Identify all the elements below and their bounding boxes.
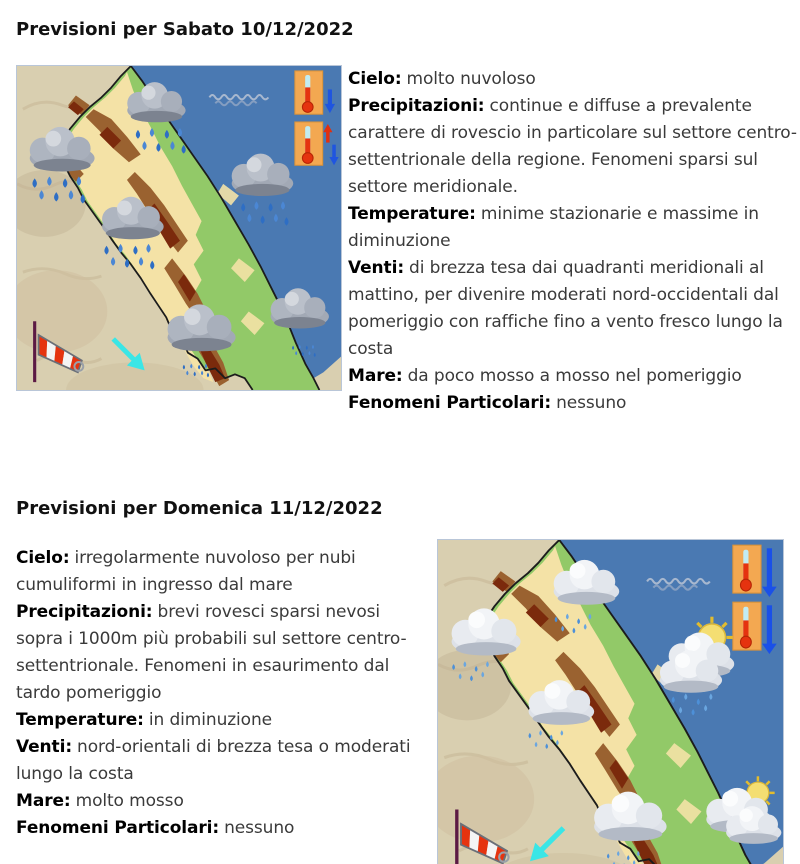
forecast-item-label: Fenomeni Particolari: bbox=[348, 393, 552, 413]
forecast-item-text: in diminuzione bbox=[148, 710, 273, 730]
thermo-down-long-icon bbox=[733, 602, 777, 654]
weather-map-saturday-svg bbox=[17, 66, 341, 390]
forecast-item bbox=[16, 788, 422, 815]
weather-map-sunday bbox=[437, 539, 784, 864]
forecast-item-text: molto mosso bbox=[75, 791, 184, 811]
thermo-down-long-icon bbox=[733, 545, 777, 597]
forecast-item-text: brevi rovesci sparsi nevosi sopra i 1000m più probabili sul settore centro-settentrionale. Fenomeni in esaurimento dal tardo pomeriggio bbox=[16, 602, 407, 703]
forecast-item-text: nessuno bbox=[224, 818, 295, 838]
section-title-sunday: Previsioni per Domenica 11/12/2022 bbox=[16, 498, 383, 519]
forecast-item-label: Precipitazioni: bbox=[16, 602, 153, 622]
forecast-item-label: Temperature: bbox=[16, 710, 144, 730]
forecast-item bbox=[16, 707, 422, 734]
forecast-item-label: Cielo: bbox=[348, 69, 402, 89]
forecast-item bbox=[348, 66, 800, 93]
forecast-item-label: Cielo: bbox=[16, 548, 70, 568]
forecast-item bbox=[348, 201, 800, 255]
forecast-item bbox=[348, 363, 800, 390]
forecast-item-text: nessuno bbox=[556, 393, 627, 413]
forecast-item-label: Venti: bbox=[348, 258, 405, 278]
forecast-item-text: da poco mosso a mosso nel pomeriggio bbox=[407, 366, 742, 386]
forecast-item-label: Venti: bbox=[16, 737, 73, 757]
forecast-section-sunday bbox=[0, 499, 800, 864]
weather-map-saturday bbox=[16, 65, 342, 391]
forecast-item-text: di brezza tesa dai quadranti meridionali al mattino, per divenire moderati nord-occidentali dal pomeriggio con raffiche fino a vento fresco lungo la costa bbox=[348, 258, 783, 359]
forecast-item-text: continue e diffuse a prevalente carattere di rovescio in particolare sul settore centro-settentrionale della regione. Fenomeni sparsi sul settore meridionale. bbox=[348, 96, 797, 197]
forecast-item-text: nord-orientali di brezza tesa o moderati lungo la costa bbox=[16, 737, 411, 784]
forecast-text-saturday bbox=[348, 65, 800, 417]
forecast-item bbox=[16, 734, 422, 788]
forecast-item-label: Temperature: bbox=[348, 204, 476, 224]
forecast-item bbox=[348, 255, 800, 363]
forecast-item bbox=[348, 390, 800, 417]
forecast-item bbox=[16, 545, 422, 599]
forecast-item-label: Precipitazioni: bbox=[348, 96, 485, 116]
forecast-item-label: Mare: bbox=[348, 366, 403, 386]
forecast-item bbox=[16, 815, 422, 842]
forecast-section-saturday bbox=[0, 0, 800, 417]
forecast-item bbox=[348, 93, 800, 201]
forecast-item-text: irregolarmente nuvoloso per nubi cumuliformi in ingresso dal mare bbox=[16, 548, 356, 595]
forecast-item bbox=[16, 599, 422, 707]
forecast-item-text: minime stazionarie e massime in diminuzione bbox=[348, 204, 759, 251]
section-title-saturday: Previsioni per Sabato 10/12/2022 bbox=[16, 19, 354, 40]
forecast-item-text: molto nuvoloso bbox=[406, 69, 536, 89]
forecast-item-label: Fenomeni Particolari: bbox=[16, 818, 220, 838]
weather-map-sunday-svg bbox=[438, 540, 783, 864]
forecast-item-label: Mare: bbox=[16, 791, 71, 811]
forecast-text-sunday bbox=[16, 539, 422, 842]
